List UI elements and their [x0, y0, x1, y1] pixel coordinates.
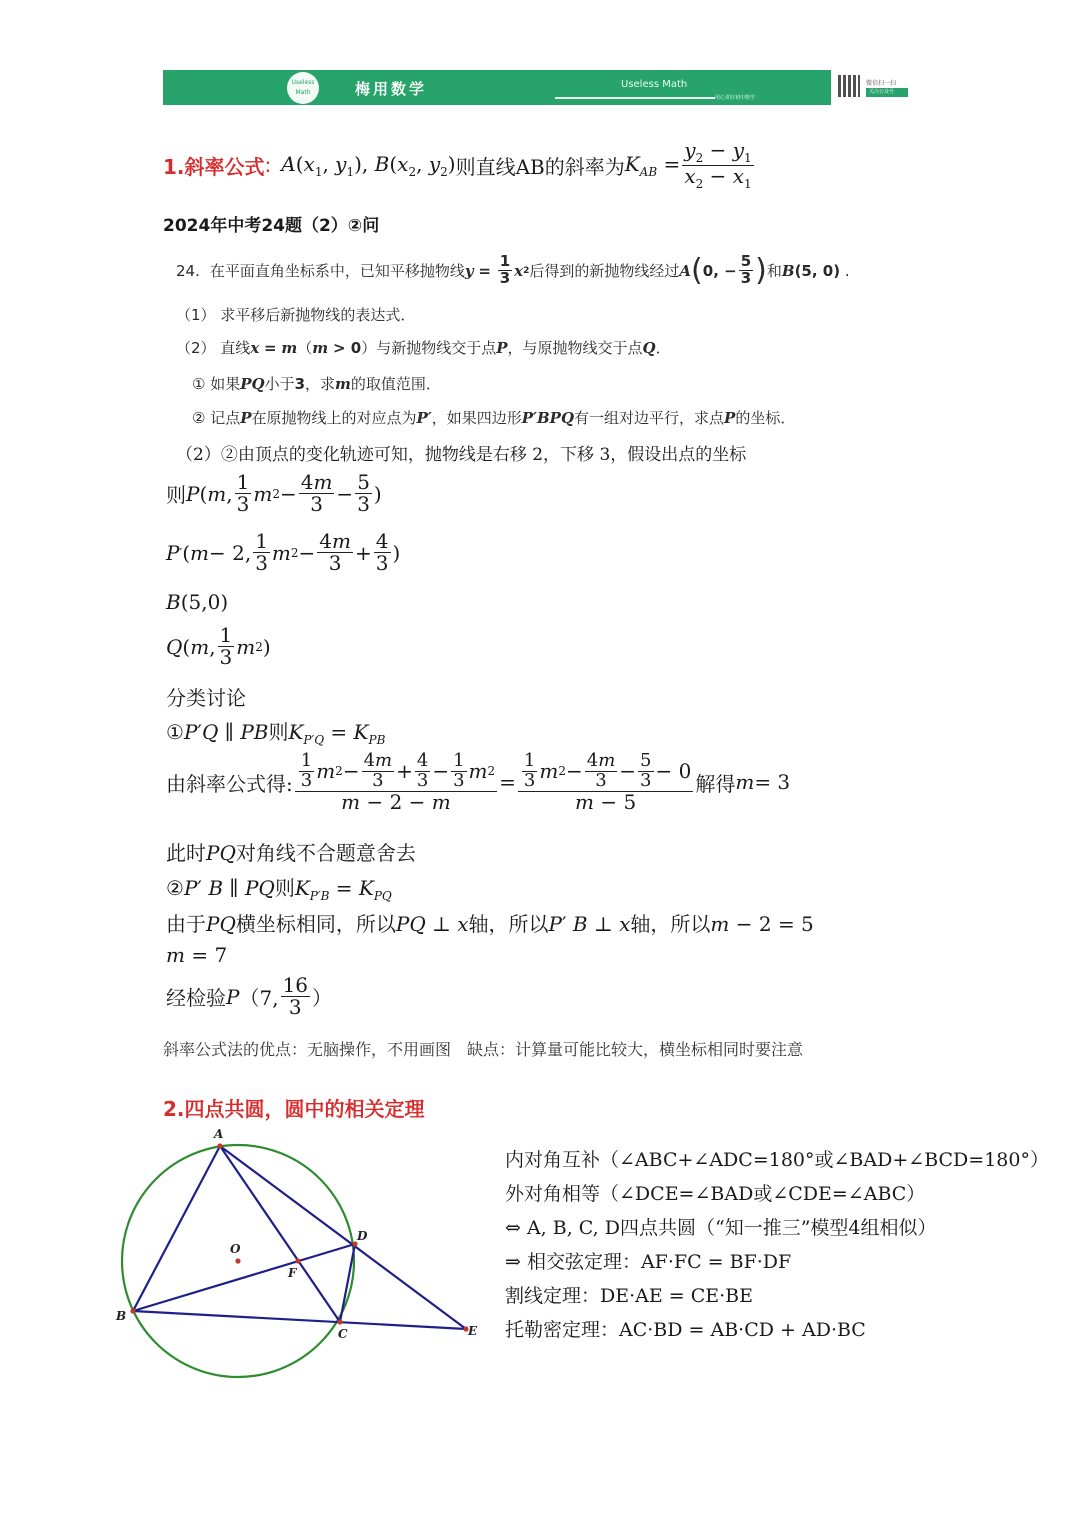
exam-reference: 2024年中考24题（2）②问	[163, 216, 380, 236]
brand-subtitle: Useless Math	[621, 79, 688, 90]
slope-formula-line: 1.斜率公式 : $A(x_1$, $y_1$), $B(x_2$, $y_2$) 则直线AB的斜率为 $K_{AB}$ = $\frac{y_2 - y_1}{x_2 - x_1}$	[163, 137, 752, 191]
problem-part1: （1） 求平移后新抛物线的表达式．	[176, 306, 416, 324]
solution-intro: （2）②由顶点的变化轨迹可知，抛物线是右移 2，下移 3，假设出点的坐标	[176, 445, 747, 465]
point-B: B(5,0)	[166, 590, 229, 614]
point-P: 则 P ( m , $\frac{1}{3}$ m 2 − $\frac{4m}{3}$ − $\frac{5}{3}$ )	[166, 470, 382, 516]
segment-AB	[133, 1146, 220, 1311]
slope-equation: 由斜率公式得: $\frac{1}{3}$ m 2 − $\frac{4m}{3}$ + $\frac{4}{3}$ − $\frac{1}{3}$ m 2 m − 2 − m = $\frac{1}{3}$ m 2 − $\frac{4m}{3}$ − $\frac{5}{3}$ − 0 m − 5 解得 m = 3	[166, 750, 791, 814]
header-banner	[163, 70, 831, 105]
reject-note: 此时PQ对角线不合题意舍去	[166, 841, 416, 865]
pros-cons-note: 斜率公式法的优点：无脑操作，不用画图 缺点：计算量可能比较大，横坐标相同时要注意	[163, 1040, 804, 1059]
segment-BE	[133, 1311, 466, 1329]
label-C: C	[338, 1327, 348, 1341]
cyclic-quadrilateral-figure	[110, 1120, 490, 1390]
label-O: O	[230, 1242, 241, 1256]
label-D: D	[357, 1229, 368, 1243]
theorem-line: ⇒ 相交弦定理：AF·FC = BF·DF	[505, 1251, 792, 1273]
section1-title: 1.斜率公式	[163, 154, 265, 179]
point-P-prime: P ′ ( m − 2, $\frac{1}{3}$ m 2 − $\frac{4m}{3}$ + $\frac{4}{3}$ )	[166, 529, 401, 575]
theorem-line: 内对角互补（∠ABC+∠ADC=180°或∠BAD+∠BCD=180°）	[505, 1149, 1049, 1171]
slope-fraction: $\frac{y_2 - y_1}{x_2 - x_1}$	[684, 137, 752, 191]
brand-title: 梅用数学	[355, 80, 428, 98]
qr-code-icon[interactable]	[838, 75, 860, 97]
problem-sub2: ② 记点P在原抛物线上的对应点为P′，如果四边形P′BPQ有一组对边平行，求点P的坐标．	[192, 409, 796, 427]
segment-BD	[133, 1244, 355, 1311]
label-A: A	[214, 1127, 224, 1141]
label-E: E	[468, 1324, 478, 1338]
point-Q: Q ( m , $\frac{1}{3}$ m 2 )	[166, 623, 271, 669]
problem-part2: （2） 直线x = m（m > 0）与新抛物线交于点P，与原抛物线交于点Q．	[176, 339, 671, 357]
section2-title: 2.四点共圆，圆中的相关定理	[163, 1097, 425, 1121]
label-F: F	[288, 1266, 297, 1280]
segment-AC	[220, 1146, 340, 1322]
points-AB: $A(x_1$, $y_1$), $B(x_2$, $y_2$)	[281, 151, 456, 179]
case2-reason: 由于PQ横坐标相同，所以PQ ⊥ x轴，所以P′ B ⊥ x轴，所以m − 2 = 5	[166, 912, 814, 936]
problem-sub1: ① 如果PQ小于3，求m的取值范围．	[192, 375, 441, 393]
logo: Useless Math	[287, 72, 319, 104]
brand-tagline: 用心讲好初中数学	[715, 95, 756, 101]
theorem-list	[505, 1143, 1049, 1347]
brand-underline	[555, 97, 715, 99]
case-heading: 分类讨论	[166, 686, 246, 710]
theorem-line: 托勒密定理：AC·BD = AB·CD + AD·BC	[505, 1319, 866, 1341]
case1-condition: ①P′Q ∥ PB则$K_{P'Q} = K_{PB}$	[166, 720, 386, 747]
theorem-line: 割线定理：DE·AE = CE·BE	[505, 1285, 754, 1307]
slope-phrase: 则直线AB的斜率为	[455, 154, 625, 179]
label-B: B	[116, 1309, 127, 1323]
theorem-line: ⇔ A, B, C, D四点共圆（“知一推三”模型4组相似）	[505, 1217, 937, 1239]
case2-condition: ②P′ B ∥ PQ则$K_{P'B} = K_{PQ}$	[166, 876, 392, 903]
problem-stem: 24. 在平面直角坐标系中，已知平移抛物线 y = $\frac{1}{3}$ x 2 后得到的新抛物线经过 A ( 0, − $\frac{5}{3}$ ) 和 B (5, 0) .	[176, 252, 850, 288]
wechat-scan-text: 微信扫一扫	[866, 80, 897, 87]
theorem-line: 外对角相等（∠DCE=∠BAD或∠CDE=∠ABC）	[505, 1183, 926, 1205]
follow-button[interactable]: 关注公众号	[866, 88, 908, 97]
verify-result: 经检验 P （7, $\frac{16}{3}$ ）	[166, 973, 333, 1019]
slope-K: $K_{AB}$ =	[624, 151, 681, 179]
m-value: m = 7	[166, 943, 228, 967]
